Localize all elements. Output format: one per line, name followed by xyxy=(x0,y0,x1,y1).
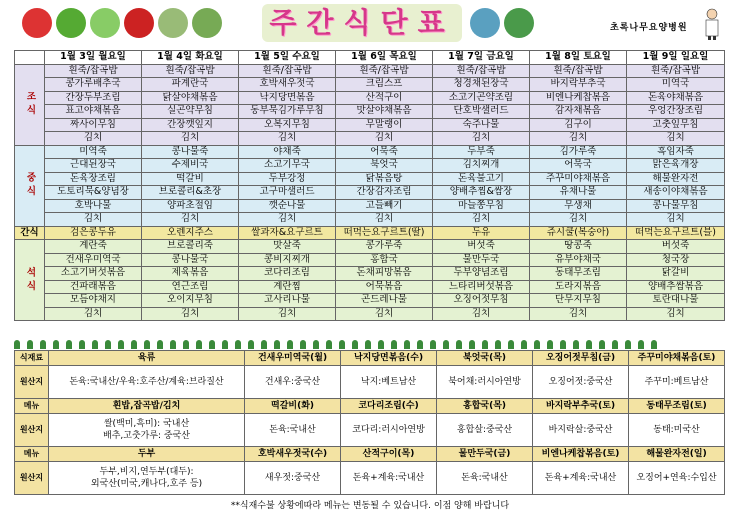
menu-item: 낙지당면볶음 xyxy=(239,91,336,105)
menu-item: 고들빼기 xyxy=(336,199,433,213)
day-header: 1월 8일 토요일 xyxy=(530,51,627,65)
menu-item: 해물완자전 xyxy=(627,172,725,186)
menu-item: 소고기곤약조림 xyxy=(433,91,530,105)
menu-item: 김치 xyxy=(433,307,530,321)
origin-head-row xyxy=(15,399,725,414)
origin-country: 동태:미국산 xyxy=(629,414,725,447)
origin-country: 돈육:국내산 xyxy=(245,414,341,447)
menu-row xyxy=(15,78,725,92)
menu-item: 마늘쫑무침 xyxy=(433,199,530,213)
menu-item: 무생채 xyxy=(530,199,627,213)
menu-item: 양파초절임 xyxy=(142,199,239,213)
menu-item: 청경채된장국 xyxy=(433,78,530,92)
tree-icon xyxy=(534,340,540,349)
origin-row-label: 메뉴 xyxy=(15,399,49,414)
tree-icon xyxy=(625,340,631,349)
menu-item: 고구마샐러드 xyxy=(239,186,336,200)
footer-note: **식재수불 상황에따라 메뉴는 변동될 수 있습니다. 이점 양해 바랍니다 xyxy=(230,501,510,511)
menu-item: 유채나물 xyxy=(530,186,627,200)
tree-icon xyxy=(547,340,553,349)
menu-item: 돈육장조림 xyxy=(45,172,142,186)
menu-item: 소고기무국 xyxy=(239,159,336,173)
origin-menu-name: 흰밥,잡곡밥/김치 xyxy=(49,399,245,414)
menu-item: 김치 xyxy=(45,213,142,227)
origin-head-row xyxy=(15,351,725,366)
menu-item: 검은콩두유 xyxy=(45,226,142,240)
leaf-icon xyxy=(504,8,534,38)
tree-divider xyxy=(14,335,724,349)
menu-item: 호박새우젓국 xyxy=(239,78,336,92)
menu-item: 김치 xyxy=(530,213,627,227)
origin-row-label: 식재료 xyxy=(15,351,49,366)
menu-item: 미역국 xyxy=(627,78,725,92)
menu-item: 흰죽/잡곡밥 xyxy=(239,64,336,78)
menu-item: 콩가루배추국 xyxy=(45,78,142,92)
menu-item: 콩나물죽 xyxy=(142,145,239,159)
menu-item: 유부야채국 xyxy=(530,253,627,267)
menu-item: 곤드레나물 xyxy=(336,294,433,308)
menu-item: 물만두국 xyxy=(433,253,530,267)
tree-icon xyxy=(66,340,72,349)
menu-row xyxy=(15,145,725,159)
menu-item: 두유 xyxy=(433,226,530,240)
tree-icon xyxy=(651,340,657,349)
origin-menu-name: 물만두국(금) xyxy=(437,447,533,462)
scallion-icon xyxy=(158,8,188,38)
menu-item: 비엔나케찹볶음 xyxy=(530,91,627,105)
menu-item: 흰죽/잡곡밥 xyxy=(433,64,530,78)
menu-item: 콩비지찌개 xyxy=(239,253,336,267)
tree-icon xyxy=(339,340,345,349)
menu-item: 김치 xyxy=(239,132,336,146)
header xyxy=(0,0,740,46)
day-header: 1월 6일 목요일 xyxy=(336,51,433,65)
origin-row-label: 원산지 xyxy=(15,366,49,399)
menu-row xyxy=(15,105,725,119)
menu-item: 닭볶음탕 xyxy=(336,172,433,186)
tree-icon xyxy=(430,340,436,349)
menu-table xyxy=(14,50,725,321)
menu-item: 콩나물무침 xyxy=(627,199,725,213)
vegetable-decoration xyxy=(22,8,222,40)
menu-item: 청국장 xyxy=(627,253,725,267)
meal-label: 간식 xyxy=(15,226,45,240)
menu-item: 홍합국 xyxy=(336,253,433,267)
tree-icon xyxy=(482,340,488,349)
tree-icon xyxy=(274,340,280,349)
hospital-name: 초록나무요양병원 xyxy=(610,23,688,33)
menu-item: 바지락부추국 xyxy=(530,78,627,92)
menu-item: 양배추쌈볶음 xyxy=(627,280,725,294)
menu-item: 어묵국 xyxy=(530,159,627,173)
menu-item: 김치 xyxy=(433,213,530,227)
menu-item: 맑은육개장 xyxy=(627,159,725,173)
origin-menu-name: 산적구이(목) xyxy=(341,447,437,462)
origin-table xyxy=(14,350,725,495)
origin-menu-name: 육류 xyxy=(49,351,245,366)
origin-menu-name: 주꾸미야채볶음(토) xyxy=(629,351,725,366)
broccoli-icon xyxy=(192,8,222,38)
menu-item: 브로콜리죽 xyxy=(142,240,239,254)
lettuce-icon xyxy=(56,8,86,38)
origin-menu-name: 낙지당면볶음(수) xyxy=(341,351,437,366)
tree-icon xyxy=(417,340,423,349)
menu-item: 새송이야채볶음 xyxy=(627,186,725,200)
origin-row-label: 메뉴 xyxy=(15,447,49,462)
origin-value-row xyxy=(15,366,725,399)
tree-icon xyxy=(105,340,111,349)
menu-item: 김치 xyxy=(336,307,433,321)
tree-icon xyxy=(508,340,514,349)
tree-icon xyxy=(248,340,254,349)
origin-country: 돈육:국내산/우육:호주산/계육:브라질산 xyxy=(49,366,245,399)
origin-country: 코다리:러시아연방 xyxy=(341,414,437,447)
menu-item: 감자채볶음 xyxy=(530,105,627,119)
menu-item: 표고야채볶음 xyxy=(45,105,142,119)
menu-item: 실곤약무침 xyxy=(142,105,239,119)
menu-item: 크림스프 xyxy=(336,78,433,92)
tree-icon xyxy=(365,340,371,349)
origin-country: 쌀(백미,흑미): 국내산 배추,고춧가루: 중국산 xyxy=(49,414,245,447)
origin-menu-name: 홍합국(목) xyxy=(437,399,533,414)
origin-menu-name: 해물완자전(일) xyxy=(629,447,725,462)
menu-item: 깻순나물 xyxy=(239,199,336,213)
menu-item: 근대된장국 xyxy=(45,159,142,173)
origin-menu-name: 떡갈비(화) xyxy=(245,399,341,414)
salad-decoration xyxy=(470,8,534,40)
tree-icon xyxy=(521,340,527,349)
tree-icon xyxy=(300,340,306,349)
menu-item: 파계란국 xyxy=(142,78,239,92)
tree-icon xyxy=(573,340,579,349)
tree-icon xyxy=(586,340,592,349)
menu-item: 주꾸미야채볶음 xyxy=(530,172,627,186)
menu-item: 맛살죽 xyxy=(239,240,336,254)
day-header: 1월 9일 일요일 xyxy=(627,51,725,65)
menu-item: 느타리버섯볶음 xyxy=(433,280,530,294)
menu-item: 어묵볶음 xyxy=(336,280,433,294)
menu-item: 도토리묵&양념장 xyxy=(45,186,142,200)
tree-icon xyxy=(209,340,215,349)
tree-icon xyxy=(79,340,85,349)
day-header: 1월 3일 월요일 xyxy=(45,51,142,65)
menu-item: 오복지무침 xyxy=(239,118,336,132)
tree-icon xyxy=(391,340,397,349)
tree-icon xyxy=(92,340,98,349)
origin-value-row xyxy=(15,462,725,495)
menu-item: 콩가루죽 xyxy=(336,240,433,254)
menu-row xyxy=(15,172,725,186)
tree-icon xyxy=(456,340,462,349)
apple-icon xyxy=(124,8,154,38)
menu-row xyxy=(15,294,725,308)
origin-head-row xyxy=(15,447,725,462)
menu-item: 김치 xyxy=(627,132,725,146)
origin-country: 새우젓:중국산 xyxy=(245,462,341,495)
salad-bowl-icon xyxy=(470,8,500,38)
tree-icon xyxy=(313,340,319,349)
menu-item: 돈채피망볶음 xyxy=(336,267,433,281)
tree-icon xyxy=(131,340,137,349)
menu-item: 김치찌개 xyxy=(433,159,530,173)
origin-menu-name: 오징어젓무침(금) xyxy=(533,351,629,366)
menu-item: 우엉간장조림 xyxy=(627,105,725,119)
menu-item: 고춧잎무침 xyxy=(627,118,725,132)
origin-row-label: 원산지 xyxy=(15,414,49,447)
menu-row xyxy=(15,118,725,132)
tree-icon xyxy=(222,340,228,349)
menu-row xyxy=(15,91,725,105)
menu-row xyxy=(15,64,725,78)
menu-item: 땅콩죽 xyxy=(530,240,627,254)
origin-country: 홍합살:중국산 xyxy=(437,414,533,447)
menu-item: 양배추찜&쌈장 xyxy=(433,186,530,200)
menu-row xyxy=(15,186,725,200)
origin-menu-name: 바지락부추국(토) xyxy=(533,399,629,414)
menu-item: 김치 xyxy=(336,213,433,227)
menu-item: 어묵죽 xyxy=(336,145,433,159)
menu-item: 짜사이무침 xyxy=(45,118,142,132)
origin-country: 오징어젓:중국산 xyxy=(533,366,629,399)
menu-item: 김치 xyxy=(336,132,433,146)
menu-item: 제육볶음 xyxy=(142,267,239,281)
tree-icon xyxy=(599,340,605,349)
menu-item: 돈육야채볶음 xyxy=(627,91,725,105)
tree-icon xyxy=(638,340,644,349)
menu-item: 건새우미역국 xyxy=(45,253,142,267)
doctor-icon xyxy=(702,8,722,40)
menu-item: 오징어젓무침 xyxy=(433,294,530,308)
meal-label: 조식 xyxy=(15,64,45,145)
menu-item: 김치 xyxy=(45,307,142,321)
menu-item: 김치 xyxy=(627,213,725,227)
menu-item: 계란찜 xyxy=(239,280,336,294)
tree-icon xyxy=(287,340,293,349)
menu-item: 동부묵김가루무침 xyxy=(239,105,336,119)
tree-icon xyxy=(157,340,163,349)
tree-icon xyxy=(144,340,150,349)
origin-menu-name: 코다리조림(수) xyxy=(341,399,437,414)
menu-row xyxy=(15,199,725,213)
menu-item: 돈육불고기 xyxy=(433,172,530,186)
origin-menu-name: 건새우미역국(월) xyxy=(245,351,341,366)
menu-item: 콩나물국 xyxy=(142,253,239,267)
menu-row xyxy=(15,213,725,227)
menu-item: 흰죽/잡곡밥 xyxy=(45,64,142,78)
origin-row-label: 원산지 xyxy=(15,462,49,495)
menu-item: 오이지무침 xyxy=(142,294,239,308)
page-title: 주간식단표 xyxy=(262,4,462,42)
origin-country: 주꾸미:베트남산 xyxy=(629,366,725,399)
origin-menu-name: 비엔나케찹볶음(토) xyxy=(533,447,629,462)
tree-icon xyxy=(326,340,332,349)
tomato-icon xyxy=(22,8,52,38)
menu-item: 호박나물 xyxy=(45,199,142,213)
menu-item: 고사리나물 xyxy=(239,294,336,308)
menu-item: 흰죽/잡곡밥 xyxy=(530,64,627,78)
menu-item: 떡갈비 xyxy=(142,172,239,186)
menu-item: 숙주나물 xyxy=(433,118,530,132)
menu-item: 김치 xyxy=(45,132,142,146)
tree-icon xyxy=(183,340,189,349)
menu-item: 흰죽/잡곡밥 xyxy=(627,64,725,78)
menu-item: 김가루죽 xyxy=(530,145,627,159)
menu-row xyxy=(15,253,725,267)
menu-item: 김치 xyxy=(530,307,627,321)
meal-label: 중식 xyxy=(15,145,45,226)
menu-item: 토란대나물 xyxy=(627,294,725,308)
origin-country: 두부,비지,연두부(대두): 외국산(미국,캐나다,호주 등) xyxy=(49,462,245,495)
menu-item: 건파래볶음 xyxy=(45,280,142,294)
menu-item: 김치 xyxy=(142,307,239,321)
menu-item: 단호박샐러드 xyxy=(433,105,530,119)
origin-country: 돈육+계육:국내산 xyxy=(341,462,437,495)
menu-item: 쥬시쿨(복숭아) xyxy=(530,226,627,240)
tree-icon xyxy=(352,340,358,349)
menu-item: 김구이 xyxy=(530,118,627,132)
menu-item: 간장두부조림 xyxy=(45,91,142,105)
menu-item: 단무지무침 xyxy=(530,294,627,308)
menu-item: 오렌지주스 xyxy=(142,226,239,240)
tree-icon xyxy=(378,340,384,349)
day-header: 1월 4일 화요일 xyxy=(142,51,239,65)
tree-icon xyxy=(27,340,33,349)
tree-icon xyxy=(404,340,410,349)
day-header: 1월 7일 금요일 xyxy=(433,51,530,65)
origin-country: 바지락살:중국산 xyxy=(533,414,629,447)
tree-icon xyxy=(612,340,618,349)
menu-item: 김치 xyxy=(627,307,725,321)
menu-item: 두부강정 xyxy=(239,172,336,186)
menu-item: 간장감자조림 xyxy=(336,186,433,200)
menu-item: 맛살야채볶음 xyxy=(336,105,433,119)
menu-item: 김치 xyxy=(433,132,530,146)
tree-icon xyxy=(443,340,449,349)
menu-item: 수제비국 xyxy=(142,159,239,173)
menu-item: 흰죽/잡곡밥 xyxy=(142,64,239,78)
menu-row xyxy=(15,240,725,254)
menu-item: 김치 xyxy=(142,213,239,227)
menu-item: 김치 xyxy=(530,132,627,146)
menu-item: 계란죽 xyxy=(45,240,142,254)
origin-menu-name: 두부 xyxy=(49,447,245,462)
origin-country: 북어채:러시아연방 xyxy=(437,366,533,399)
origin-menu-name: 호박새우젓국(수) xyxy=(245,447,341,462)
menu-item: 김치 xyxy=(239,307,336,321)
corner-cell xyxy=(15,51,45,65)
tree-icon xyxy=(118,340,124,349)
tree-icon xyxy=(14,340,20,349)
menu-item: 닭갈비 xyxy=(627,267,725,281)
menu-item: 야채죽 xyxy=(239,145,336,159)
tree-icon xyxy=(235,340,241,349)
tree-icon xyxy=(196,340,202,349)
menu-item: 북엇국 xyxy=(336,159,433,173)
tree-icon xyxy=(170,340,176,349)
menu-item: 동태무조림 xyxy=(530,267,627,281)
menu-row xyxy=(15,132,725,146)
menu-item: 김치 xyxy=(239,213,336,227)
origin-country: 건새우:중국산 xyxy=(245,366,341,399)
origin-country: 돈육+계육:국내산 xyxy=(533,462,629,495)
menu-item: 떠먹는요구르트(딸) xyxy=(336,226,433,240)
menu-item: 쌀과자&요구르트 xyxy=(239,226,336,240)
menu-item: 무말랭이 xyxy=(336,118,433,132)
origin-value-row xyxy=(15,414,725,447)
menu-row xyxy=(15,307,725,321)
menu-item: 버섯죽 xyxy=(433,240,530,254)
menu-item: 산적구이 xyxy=(336,91,433,105)
menu-item: 두부죽 xyxy=(433,145,530,159)
menu-item: 흰죽/잡곡밥 xyxy=(336,64,433,78)
origin-menu-name: 북엇국(목) xyxy=(437,351,533,366)
origin-country: 오징어+연육:수입산 xyxy=(629,462,725,495)
menu-item: 소고기버섯볶음 xyxy=(45,267,142,281)
origin-country: 돈육:국내산 xyxy=(437,462,533,495)
menu-row xyxy=(15,226,725,240)
tree-icon xyxy=(469,340,475,349)
meal-label: 석식 xyxy=(15,240,45,321)
menu-item: 떠먹는요구르트(블) xyxy=(627,226,725,240)
menu-item: 두부양념조림 xyxy=(433,267,530,281)
tree-icon xyxy=(495,340,501,349)
menu-item: 연근조림 xyxy=(142,280,239,294)
menu-row xyxy=(15,159,725,173)
origin-menu-name: 동태무조림(토) xyxy=(629,399,725,414)
day-header: 1월 5일 수요일 xyxy=(239,51,336,65)
day-header-row xyxy=(15,51,725,65)
tree-icon xyxy=(560,340,566,349)
menu-item: 김치 xyxy=(142,132,239,146)
tree-icon xyxy=(40,340,46,349)
origin-country: 낙지:베트남산 xyxy=(341,366,437,399)
menu-item: 간장깻잎지 xyxy=(142,118,239,132)
menu-item: 모듬야채지 xyxy=(45,294,142,308)
menu-item: 미역죽 xyxy=(45,145,142,159)
menu-row xyxy=(15,267,725,281)
menu-item: 닭살야채볶음 xyxy=(142,91,239,105)
menu-item: 브로콜리&초장 xyxy=(142,186,239,200)
tree-icon xyxy=(53,340,59,349)
menu-row xyxy=(15,280,725,294)
menu-item: 코다리조림 xyxy=(239,267,336,281)
menu-item: 도라지볶음 xyxy=(530,280,627,294)
tree-icon xyxy=(261,340,267,349)
cabbage-icon xyxy=(90,8,120,38)
menu-item: 버섯죽 xyxy=(627,240,725,254)
menu-item: 흑임자죽 xyxy=(627,145,725,159)
